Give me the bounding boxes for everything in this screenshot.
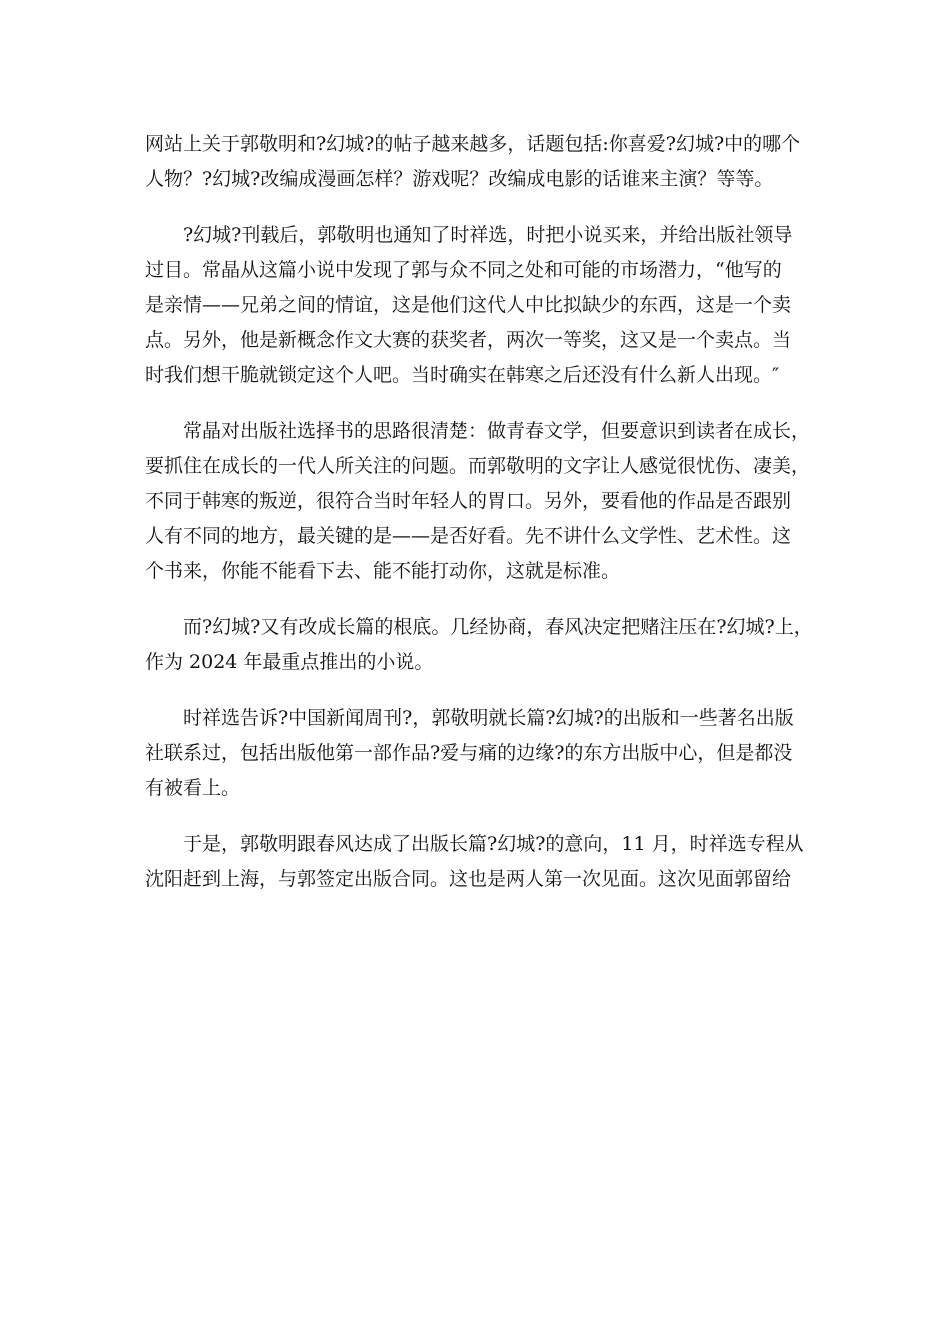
paragraph-6 (145, 827, 810, 897)
text-line: ?幻城?刊载后，郭敬明也通知了时祥选，时把小说买来，并给出版社领导 (183, 224, 793, 246)
paragraph-1 (145, 127, 810, 197)
paragraph-4 (145, 610, 813, 680)
text-line: 常晶对出版社选择书的思路很清楚：做青春文学，但要意识到读者在成长， (183, 420, 811, 442)
text-line: 作为 2024 年最重点推出的小说。 (145, 651, 434, 673)
document-page (145, 127, 813, 918)
text-line: 时祥选告诉?中国新闻周刊?，郭敬明就长篇?幻城?的出版和一些著名出版 (183, 707, 794, 729)
text-line: 是亲情——兄弟之间的情谊，这是他们这代人中比拟缺少的东西，这是一个卖 (145, 294, 792, 316)
text-line: 点。另外，他是新概念作文大赛的获奖者，两次一等奖，这又是一个卖点。当 (145, 329, 792, 351)
text-line: 社联系过，包括出版他第一部作品?爱与痛的边缘?的东方出版中心，但是都没 (145, 742, 793, 764)
text-line: 有被看上。 (145, 777, 241, 799)
text-line: 于是，郭敬明跟春风达成了出版长篇?幻城?的意向，11 月，时祥选专程从 (183, 833, 804, 855)
text-line: 网站上关于郭敬明和?幻城?的帖子越来越多，话题包括:你喜爱?幻城?中的哪个 (145, 133, 801, 155)
text-line: 人物？?幻城?改编成漫画怎样？游戏呢？改编成电影的话谁来主演？等等。 (145, 168, 774, 190)
text-line: 沈阳赶到上海，与郭签定出版合同。这也是两人第一次见面。这次见面郭留给 (145, 868, 792, 890)
text-line: 人有不同的地方，最关键的是——是否好看。先不讲什么文学性、艺术性。这 (145, 525, 792, 547)
text-line: 个书来，你能不能看下去、能不能打动你，这就是标准。 (145, 560, 621, 582)
text-line: 时我们想干脆就锁定这个人吧。当时确实在韩寒之后还没有什么新人出现。″ (145, 364, 780, 386)
paragraph-5 (145, 701, 810, 806)
text-line: 而?幻城?又有改成长篇的根底。几经协商，春风决定把赌注压在?幻城?上， (183, 616, 813, 638)
text-line: 要抓住在成长的一代人所关注的问题。而郭敬明的文字让人感觉很忧伤、凄美， (145, 455, 811, 477)
text-line: 不同于韩寒的叛逆，很符合当时年轻人的胃口。另外，要看他的作品是否跟别 (145, 490, 792, 512)
paragraph-3 (145, 414, 810, 589)
paragraph-2 (145, 218, 810, 393)
text-line: 过目。常晶从这篇小说中发现了郭与众不同之处和可能的市场潜力，“他写的 (145, 259, 782, 281)
